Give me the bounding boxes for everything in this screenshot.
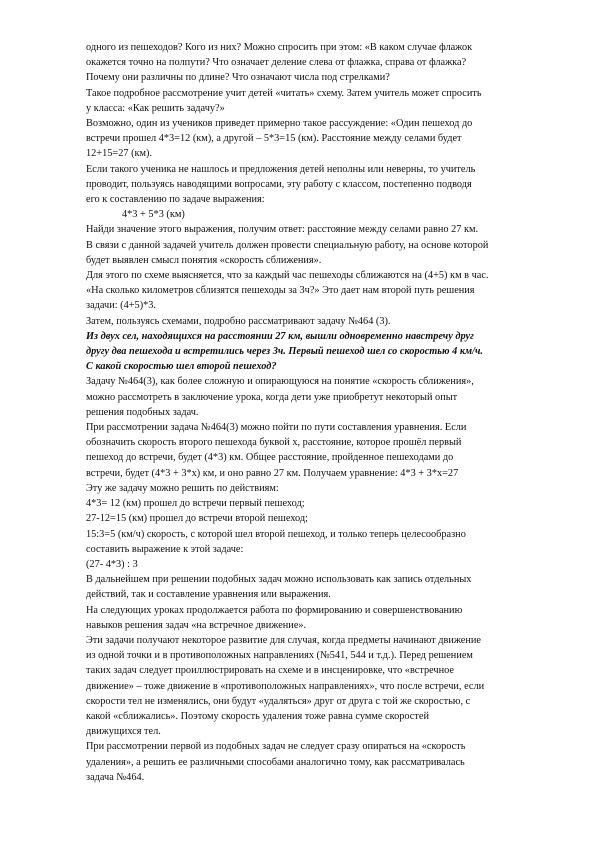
document-page: [86, 40, 556, 785]
text-line: задача №464.: [86, 771, 145, 783]
text-line: Для этого по схеме выясняется, что за каждый час пешеходы сближаются на (4+5) км в час.: [86, 270, 489, 282]
text-line: проводит, пользуясь наводящими вопросами, эту работу с классом, постепенно подводя: [86, 178, 472, 190]
text-line: Эти задачи получают некоторое развитие для случая, когда предметы начинают движение: [86, 634, 481, 646]
text-line: у класса: «Как решить задачу?»: [86, 102, 225, 114]
text-line: Почему они различны по длине? Что означают числа под стрелками?: [86, 72, 390, 84]
text-line: Найди значение этого выражения, получим ответ: расстояние между селами равно 27 км.: [86, 224, 479, 236]
text-line: обозначить скорость второго пешехода буквой х, расстояние, которое прошёл первый: [86, 437, 462, 449]
text-line: Возможно, один из учеников приведет примерно такое рассуждение: «Один пешеход до: [86, 118, 473, 130]
text-line: 4*3= 12 (км) прошел до встречи первый пешеход;: [86, 498, 305, 510]
text-line: задачи: (4+5)*3.: [86, 300, 156, 312]
text-line: одного из пешеходов? Кого из них? Можно спросить при этом: «В каком случае флажок: [86, 42, 473, 53]
problem-statement-line: С какой скоростью шел второй пешеход?: [86, 361, 277, 373]
expression-line: (27- 4*3) : 3: [86, 558, 138, 570]
text-line: будет выявлен смысл понятия «скорость сближения».: [86, 254, 322, 266]
text-line: В связи с данной задачей учитель должен провести специальную работу, на основе которой: [86, 239, 489, 251]
text-line: пешеход до встречи, будет (4*3) км. Общее расстояние, пройденное пешеходами до: [86, 452, 454, 464]
text-line: можно рассмотреть в заключение урока, когда дети уже приобретут некоторый опыт: [86, 391, 458, 403]
text-line: 12+15=27 (км).: [86, 148, 153, 160]
text-line: его к составлению по задаче выражения:: [86, 194, 265, 206]
text-line: окажется точно на полпути? Что означает деление слева от флажка, справа от флажка?: [86, 57, 467, 69]
text-line: 27-12=15 (км) прошел до встречи второй пешеход;: [86, 513, 309, 525]
text-line: Эту же задачу можно решить по действиям:: [86, 482, 279, 494]
text-line: «На сколько километров сблизятся пешеходы за 3ч?» Это дает нам второй путь решения: [86, 285, 475, 297]
text-line: движение» – тоже движение в «противоположных направлениях», что после встречи, если: [86, 680, 485, 692]
text-line: Затем, пользуясь схемами, подробно рассматривают задачу №464 (3).: [86, 315, 391, 327]
text-line: В дальнейшем при решении подобных задач можно использовать как запись отдельных: [86, 574, 472, 586]
text-line: действий, так и составление уравнения или выражения.: [86, 589, 331, 601]
text-line: При рассмотрении задача №464(3) можно пойти по пути составления уравнения. Если: [86, 422, 467, 434]
text-line: таких задач следует проиллюстрировать на схеме и в инсценировке, что «встречное: [86, 665, 454, 677]
text-line: При рассмотрении первой из подобных задач не следует сразу опираться на «скорость: [86, 741, 466, 753]
text-line: На следующих уроках продолжается работа по формированию и совершенствованию: [86, 604, 463, 616]
text-line: 15:3=5 (км/ч) скорость, с которой шел второй пешеход, и только теперь целесообразно: [86, 528, 466, 540]
text-line: из одной точки и в противоположных направлениях (№541, 544 и т.д.). Перед решением: [86, 650, 473, 662]
text-line: Задачу №464(3), как более сложную и опирающуюся на понятие «скорость сближения»,: [86, 376, 474, 388]
text-line: решения подобных задач.: [86, 406, 199, 418]
text-line: какой «сближались». Поэтому скорость удаления тоже равна сумме скоростей: [86, 710, 429, 722]
text-line: навыков решения задач «на встречное движение».: [86, 619, 307, 631]
text-line: Если такого ученика не нашлось и предложения детей неполны или неверны, то учитель: [86, 163, 476, 175]
expression-line: 4*3 + 5*3 (км): [122, 209, 185, 221]
problem-statement-line: Из двух сел, находящихся на расстоянии 27 км, вышли одновременно навстречу друг: [86, 330, 474, 342]
text-line: Такое подробное рассмотрение учит детей «читать» схему. Затем учитель может спросить: [86, 87, 482, 99]
text-line: составить выражение к этой задаче:: [86, 543, 244, 555]
text-line: скорости тел не изменялись, они будут «удаляться» друг от друга с той же скоростью, с: [86, 695, 471, 707]
text-line: движущихся тел.: [86, 726, 161, 738]
text-line: удаления», а решить ее различными способами аналогично тому, как рассматривалась: [86, 756, 465, 768]
text-line: встречи прошел 4*3=12 (км), а другой – 5*3=15 (км). Расстояние между селами будет: [86, 133, 462, 145]
text-line: встречи, будет (4*3 + 3*х) км, и оно равно 27 км. Получаем уравнение: 4*3 + 3*х=27: [86, 467, 459, 479]
problem-statement-line: другу два пешехода и встретились через 3ч. Первый пешеход шел со скоростью 4 км/ч.: [86, 346, 483, 358]
